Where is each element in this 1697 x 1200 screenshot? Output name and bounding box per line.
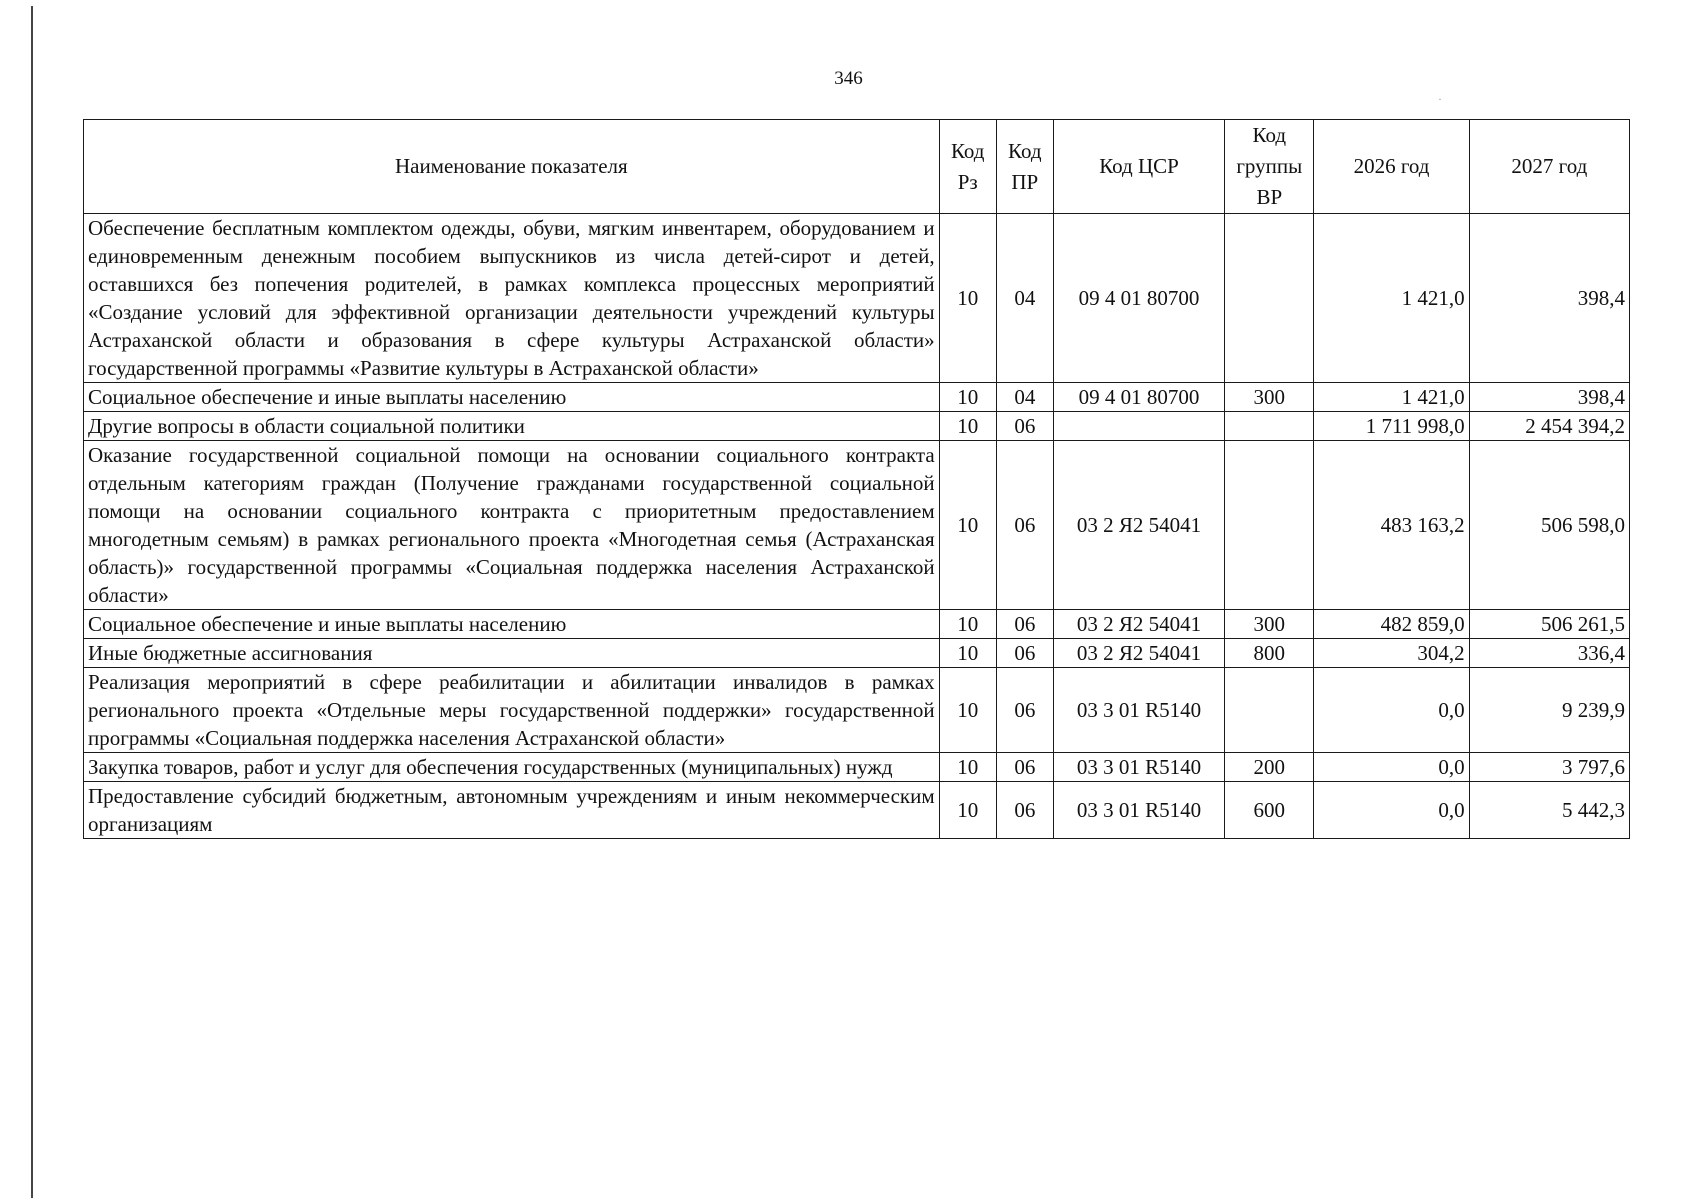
row-name: Социальное обеспечение и иные выплаты населению	[84, 383, 940, 412]
row-csr: 03 2 Я2 54041	[1053, 441, 1224, 610]
row-rz: 10	[939, 383, 996, 412]
row-name: Обеспечение бесплатным комплектом одежды, обуви, мягким инвентарем, оборудованием и единовременным денежным пособием выпускников из числа детей-сирот и детей, оставшихся без попечения родителей, в рамках комплекса процессных мероприятий «Создание условий для эффективной организации деятельности учреждений культуры Астраханской области и образования в сфере культуры Астраханской области» государственной программы «Развитие культуры в Астраханской области»	[84, 214, 940, 383]
row-2026: 0,0	[1314, 753, 1469, 782]
table-row	[84, 610, 1630, 639]
row-name: Иные бюджетные ассигнования	[84, 639, 940, 668]
row-rz: 10	[939, 441, 996, 610]
row-name: Реализация мероприятий в сфере реабилитации и абилитации инвалидов в рамках регионального проекта «Отдельные меры государственной поддержки» государственной программы «Социальная поддержка населения Астраханской области»	[84, 668, 940, 753]
row-pr: 06	[996, 782, 1053, 839]
row-vr: 300	[1225, 383, 1314, 412]
row-vr	[1225, 668, 1314, 753]
row-name: Оказание государственной социальной помощи на основании социального контракта отдельным категориям граждан (Получение гражданами государственной социальной помощи на основании социального контракта с приоритетным предоставлением многодетным семьям) в рамках регионального проекта «Многодетная семья (Астраханская область)» государственной программы «Социальная поддержка населения Астраханской области»	[84, 441, 940, 610]
row-csr: 09 4 01 80700	[1053, 214, 1224, 383]
row-csr: 03 2 Я2 54041	[1053, 610, 1224, 639]
row-2026: 1 711 998,0	[1314, 412, 1469, 441]
header-rz: Код Рз	[939, 120, 996, 214]
table-row	[84, 782, 1630, 839]
row-pr: 06	[996, 753, 1053, 782]
row-pr: 04	[996, 214, 1053, 383]
row-vr: 800	[1225, 639, 1314, 668]
header-2026: 2026 год	[1314, 120, 1469, 214]
row-name: Закупка товаров, работ и услуг для обеспечения государственных (муниципальных) нужд	[84, 753, 940, 782]
row-2026: 0,0	[1314, 668, 1469, 753]
row-vr	[1225, 441, 1314, 610]
table-row	[84, 668, 1630, 753]
table-row	[84, 383, 1630, 412]
row-2026: 0,0	[1314, 782, 1469, 839]
row-2027: 506 598,0	[1469, 441, 1629, 610]
row-rz: 10	[939, 639, 996, 668]
table-row	[84, 639, 1630, 668]
table-row	[84, 753, 1630, 782]
row-2026: 304,2	[1314, 639, 1469, 668]
row-2027: 9 239,9	[1469, 668, 1629, 753]
budget-table	[83, 119, 1630, 839]
row-2026: 1 421,0	[1314, 383, 1469, 412]
row-vr: 600	[1225, 782, 1314, 839]
row-pr: 06	[996, 639, 1053, 668]
page-number: 346	[834, 68, 863, 89]
header-vr: Код группы ВР	[1225, 120, 1314, 214]
row-pr: 04	[996, 383, 1053, 412]
row-2027: 398,4	[1469, 214, 1629, 383]
row-2027: 2 454 394,2	[1469, 412, 1629, 441]
row-2027: 398,4	[1469, 383, 1629, 412]
row-pr: 06	[996, 610, 1053, 639]
row-csr: 03 3 01 R5140	[1053, 782, 1224, 839]
scan-speck: ·	[1438, 92, 1442, 106]
row-2026: 482 859,0	[1314, 610, 1469, 639]
row-rz: 10	[939, 610, 996, 639]
row-csr: 03 3 01 R5140	[1053, 668, 1224, 753]
row-2027: 506 261,5	[1469, 610, 1629, 639]
row-2027: 3 797,6	[1469, 753, 1629, 782]
row-2027: 5 442,3	[1469, 782, 1629, 839]
binding-margin-line	[31, 6, 33, 1198]
table-row	[84, 441, 1630, 610]
header-2027: 2027 год	[1469, 120, 1629, 214]
header-name: Наименование показателя	[84, 120, 940, 214]
row-rz: 10	[939, 782, 996, 839]
row-pr: 06	[996, 412, 1053, 441]
row-vr	[1225, 214, 1314, 383]
row-pr: 06	[996, 441, 1053, 610]
table-row	[84, 214, 1630, 383]
row-pr: 06	[996, 668, 1053, 753]
row-vr: 200	[1225, 753, 1314, 782]
row-csr: 09 4 01 80700	[1053, 383, 1224, 412]
row-name: Другие вопросы в области социальной политики	[84, 412, 940, 441]
row-csr: 03 3 01 R5140	[1053, 753, 1224, 782]
row-2026: 483 163,2	[1314, 441, 1469, 610]
row-csr: 03 2 Я2 54041	[1053, 639, 1224, 668]
table-header-row	[84, 120, 1630, 214]
row-rz: 10	[939, 668, 996, 753]
row-vr	[1225, 412, 1314, 441]
row-rz: 10	[939, 214, 996, 383]
header-pr: Код ПР	[996, 120, 1053, 214]
row-rz: 10	[939, 412, 996, 441]
row-name: Социальное обеспечение и иные выплаты населению	[84, 610, 940, 639]
row-2027: 336,4	[1469, 639, 1629, 668]
row-name: Предоставление субсидий бюджетным, автономным учреждениям и иным некоммерческим организациям	[84, 782, 940, 839]
row-rz: 10	[939, 753, 996, 782]
table-row	[84, 412, 1630, 441]
row-csr	[1053, 412, 1224, 441]
header-csr: Код ЦСР	[1053, 120, 1224, 214]
row-vr: 300	[1225, 610, 1314, 639]
row-2026: 1 421,0	[1314, 214, 1469, 383]
